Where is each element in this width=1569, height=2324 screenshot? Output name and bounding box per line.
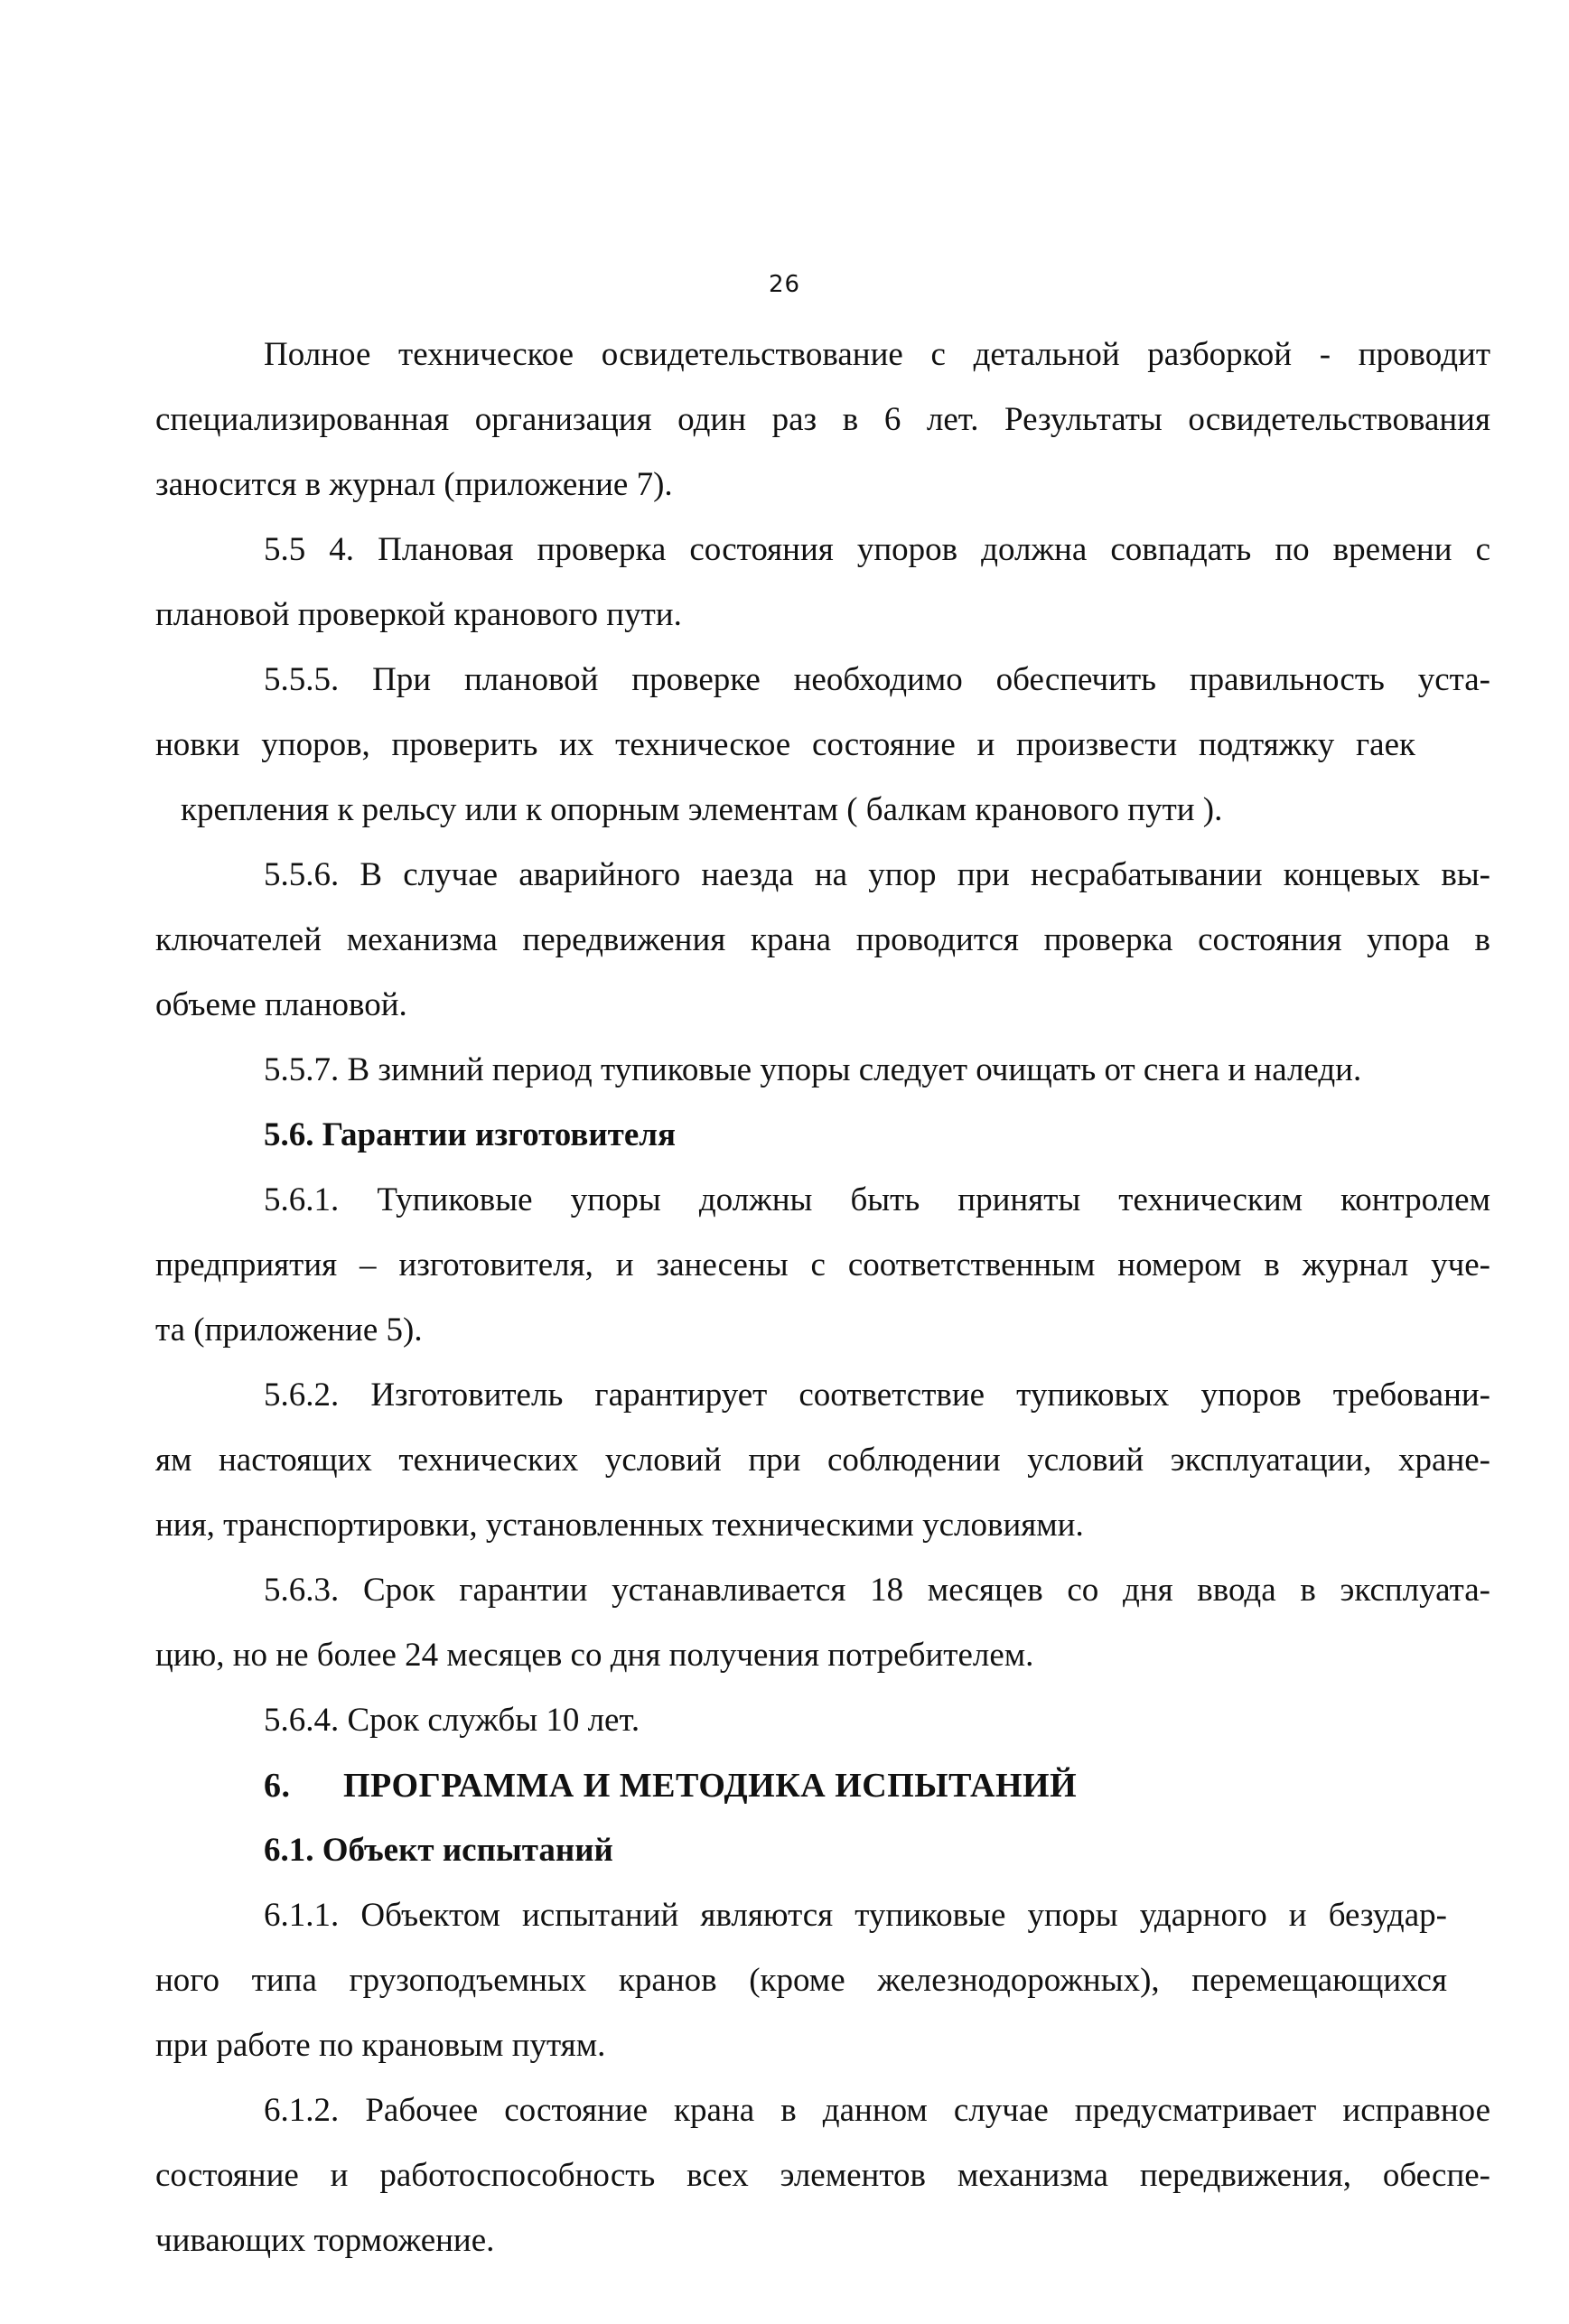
text-line: при работе по крановым путям. bbox=[155, 2027, 606, 2064]
text-line: заносится в журнал (приложение 7). bbox=[155, 466, 673, 503]
text-line: 5.5.5. При плановой проверке необходимо обеспечить правильность уста- bbox=[264, 661, 1490, 698]
text-line: та (приложение 5). bbox=[155, 1311, 423, 1349]
page-number: 26 bbox=[768, 271, 801, 298]
text-line: 5.5.6. В случае аварийного наезда на упор при несрабатывании концевых вы- bbox=[264, 856, 1490, 893]
text-line: ного типа грузоподъемных кранов (кроме железнодорожных), перемещающихся bbox=[155, 1962, 1447, 1999]
text-line: ния, транспортировки, установленных техническими условиями. bbox=[155, 1507, 1084, 1544]
text-line: 5.6.2. Изготовитель гарантирует соответствие тупиковых упоров требовани- bbox=[264, 1377, 1490, 1414]
chapter-number: 6. bbox=[264, 1767, 291, 1805]
text-line: новки упоров, проверить их техническое состояние и произвести подтяжку гаек bbox=[155, 726, 1415, 763]
text-line: 5.6.3. Срок гарантии устанавливается 18 месяцев со дня ввода в эксплуата- bbox=[264, 1572, 1490, 1609]
text-line: Полное техническое освидетельствование с детальной разборкой - проводит bbox=[264, 336, 1490, 373]
text-line: ключателей механизма передвижения крана проводится проверка состояния упора в bbox=[155, 921, 1490, 958]
text-line: специализированная организация один раз в 6 лет. Результаты освидетельствования bbox=[155, 401, 1490, 438]
text-line: состояние и работоспособность всех элементов механизма передвижения, обеспе- bbox=[155, 2157, 1490, 2194]
text-line: плановой проверкой кранового пути. bbox=[155, 596, 682, 633]
text-line: предприятия – изготовителя, и занесены с соответственным номером в журнал уче- bbox=[155, 1246, 1490, 1283]
text-line: чивающих торможение. bbox=[155, 2222, 495, 2259]
chapter-heading bbox=[264, 1765, 1490, 1806]
text-line: крепления к рельсу или к опорным элементам ( балкам кранового пути ). bbox=[181, 791, 1223, 828]
section-heading: 5.6. Гарантии изготовителя bbox=[264, 1116, 677, 1153]
text-line: цию, но не более 24 месяцев со дня получения потребителем. bbox=[155, 1637, 1034, 1674]
text-line: 6.1.2. Рабочее состояние крана в данном случае предусматривает исправное bbox=[264, 2092, 1490, 2129]
section-heading: 6.1. Объект испытаний bbox=[264, 1832, 613, 1869]
text-line: объеме плановой. bbox=[155, 986, 407, 1023]
text-line: 5.6.1. Тупиковые упоры должны быть приняты техническим контролем bbox=[264, 1181, 1490, 1218]
text-line: 5.6.4. Срок службы 10 лет. bbox=[264, 1702, 640, 1739]
text-line: 5.5.7. В зимний период тупиковые упоры следует очищать от снега и наледи. bbox=[264, 1051, 1362, 1088]
text-line: 6.1.1. Объектом испытаний являются тупиковые упоры ударного и безудар- bbox=[264, 1897, 1447, 1934]
chapter-title: ПРОГРАММА И МЕТОДИКА ИСПЫТАНИЙ bbox=[343, 1767, 1078, 1805]
text-line: ям настоящих технических условий при соблюдении условий эксплуатации, хране- bbox=[155, 1442, 1490, 1479]
text-line: 5.5 4. Плановая проверка состояния упоров должна совпадать по времени с bbox=[264, 531, 1490, 568]
